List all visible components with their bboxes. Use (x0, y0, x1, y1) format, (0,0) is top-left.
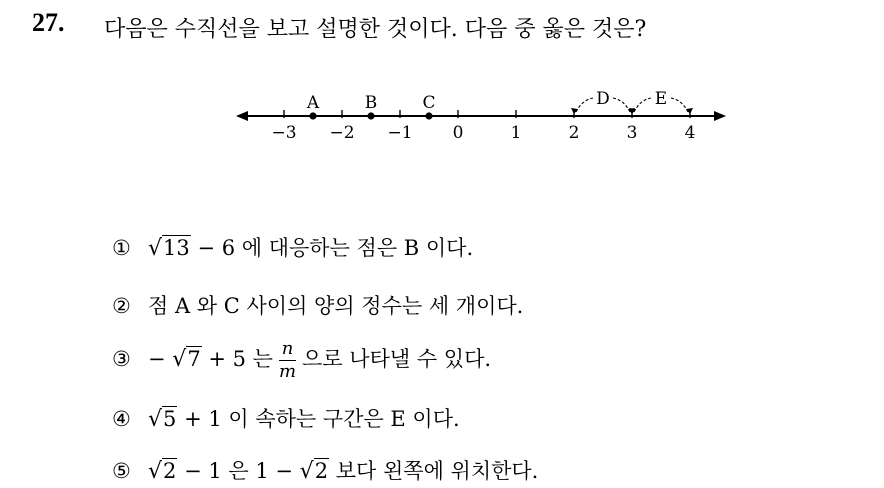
tick-label: 3 (626, 123, 638, 143)
right-arrow-icon (714, 111, 726, 121)
point-dot (425, 112, 432, 119)
tick-label: −1 (387, 123, 413, 143)
point-dot (367, 112, 374, 119)
option-4-text: + 1 이 속하는 구간은 E 이다. (177, 407, 460, 431)
tick-label: −2 (329, 123, 355, 143)
option-2[interactable] (112, 290, 523, 320)
option-3-prefix: − (148, 347, 173, 371)
option-4-mark: ④ (112, 407, 131, 431)
option-5-mark: ⑤ (112, 459, 131, 483)
option-5-text: − 1 은 1 − (177, 459, 300, 483)
option-2-mark: ② (112, 294, 131, 318)
option-1-mark: ① (112, 236, 131, 260)
option-3[interactable] (112, 338, 491, 383)
option-2-text: 점 A 와 C 사이의 양의 정수는 세 개이다. (148, 294, 524, 318)
option-1[interactable] (112, 232, 473, 262)
interval-label: D (596, 89, 610, 109)
option-1-text: − 6 에 대응하는 점은 B 이다. (190, 236, 474, 260)
tick-label: 4 (684, 123, 696, 143)
point-label: C (422, 93, 436, 113)
number-line (236, 88, 726, 150)
left-arrow-icon (236, 111, 248, 121)
sqrt-13: √13 (148, 236, 190, 261)
tick-label: 1 (510, 123, 522, 143)
option-3-text: + 5 는 (201, 347, 273, 371)
interval-arc (671, 98, 688, 112)
interval-arc (613, 98, 630, 112)
option-5[interactable] (112, 455, 538, 485)
sqrt-2-second: √2 (299, 459, 329, 484)
question-text: 다음은 수직선을 보고 설명한 것이다. 다음 중 옳은 것은? (104, 17, 647, 42)
option-3-mark: ③ (112, 347, 131, 371)
interval-arc (576, 98, 593, 112)
sqrt-2: √2 (148, 459, 177, 484)
point-label: B (364, 93, 378, 113)
tick-label: 2 (568, 123, 580, 143)
point-label: A (306, 93, 320, 113)
tick-label: 0 (452, 123, 464, 143)
interval-label: E (654, 89, 668, 109)
option-3-tail: 으로 나타낼 수 있다. (302, 347, 492, 371)
option-4[interactable] (112, 403, 460, 433)
sqrt-7: √7 (172, 347, 201, 372)
point-dot (309, 112, 316, 119)
tick-label: −3 (271, 123, 297, 143)
option-5-tail: 보다 왼쪽에 위치한다. (329, 459, 539, 483)
sqrt-5: √5 (148, 407, 177, 432)
question-number: 27. (32, 8, 65, 37)
interval-arc (634, 98, 651, 112)
fraction-n-over-m: $\frac{n}{m}$ (278, 338, 297, 382)
